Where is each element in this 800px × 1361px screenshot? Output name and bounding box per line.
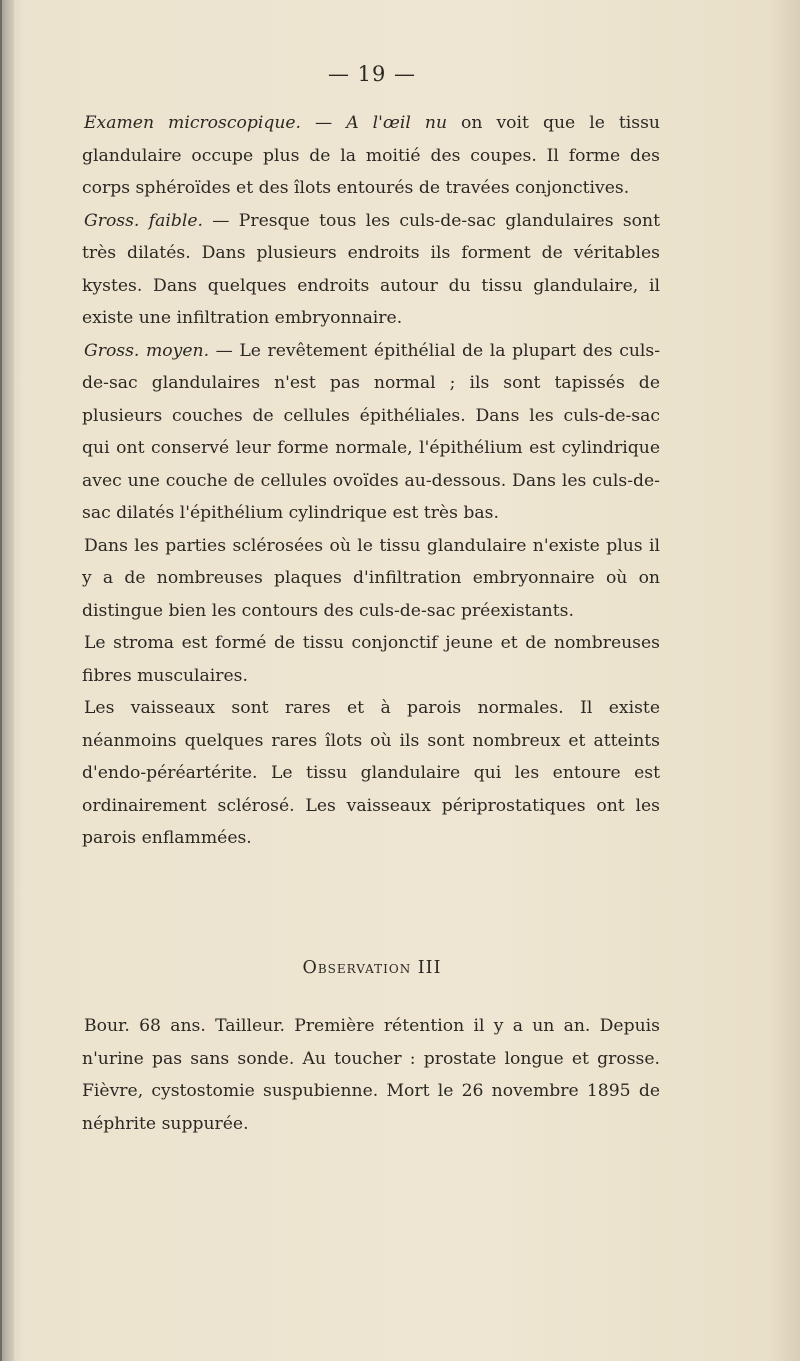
paragraph-gross-faible bbox=[82, 205, 660, 335]
paragraph-lead: Gross. faible. bbox=[84, 210, 203, 231]
paragraph-text: — Presque tous les culs-de-sac glandulaires sont très dilatés. Dans plusieurs endroits ils forment de véritables kystes. Dans quelques endroits autour du tissu glandulaire, il existe une infiltration embryonnaire. bbox=[82, 210, 661, 328]
paragraph-lead: Gross. moyen. bbox=[84, 340, 210, 361]
paragraph-vessels bbox=[82, 692, 660, 855]
paragraph-stroma bbox=[82, 627, 660, 692]
paragraph-text: Les vaisseaux sont rares et à parois normales. Il existe néanmoins quelques rares îlots où ils sont nombreux et atteints d'endo-péréartérite. Le tissu glandulaire qui les entoure est ordinairement sclérosé. Les vaisseaux périprostatiques ont les parois enflammées. bbox=[82, 698, 660, 848]
page-number: — 19 — bbox=[327, 62, 417, 86]
main-text-block bbox=[82, 107, 660, 855]
paragraph-microscopic-exam bbox=[82, 107, 660, 205]
observation-heading: Observation III bbox=[302, 958, 442, 978]
page-gutter-shadow bbox=[2, 0, 14, 1361]
paragraph-gross-moyen bbox=[82, 335, 660, 530]
paragraph-text: Le stroma est formé de tissu conjonctif jeune et de nombreuses fibres musculaires. bbox=[82, 633, 660, 686]
paragraph-sclerosed-parts bbox=[82, 530, 660, 628]
paragraph-text: — Le revêtement épithélial de la plupart des culs-de-sac glandulaires n'est pas normal ; ils sont tapissés de plusieurs couches de cellules épithéliales. Dans les culs-de-sac qui ont conservé leur forme normale, l'épithélium est cylindrique avec une couche de cellules ovoïdes au-dessous. Dans les culs-de-sac dilatés l'épithélium cylindrique est très bas. bbox=[82, 340, 661, 523]
paragraph-text: on voit que le tissu glandulaire occupe plus de la moitié des coupes. Il forme des corps sphéroïdes et des îlots entourés de travées conjonctives. bbox=[82, 113, 660, 198]
observation-paragraph: Bour. 68 ans. Tailleur. Première rétention il y a un an. Depuis n'urine pas sans sonde. Au toucher : prostate longue et grosse. Fièvre, cystostomie suspubienne. Mort le 26 novembre 1895 de néphrite suppurée. bbox=[82, 1016, 660, 1134]
paragraph-text: Dans les parties sclérosées où le tissu glandulaire n'existe plus il y a de nombreuses plaques d'infiltration embryonnaire où on distingue bien les contours des culs-de-sac préexistants. bbox=[82, 535, 660, 621]
observation-text-block bbox=[82, 1010, 660, 1140]
paragraph-lead: Examen microscopique. — A l'œil nu bbox=[84, 113, 448, 133]
